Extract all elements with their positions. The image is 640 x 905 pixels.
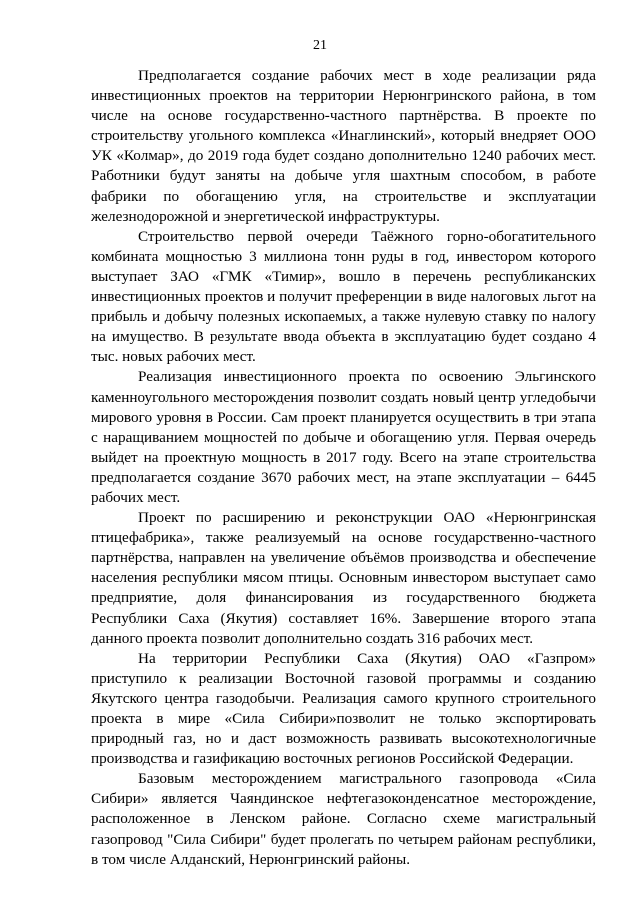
- page-number: 21: [313, 38, 327, 53]
- paragraph-gazprom-program: На территории Республики Саха (Якутия) ОАО «Газпром» приступило к реализации Восточной газовой программы и созданию Якутского центра газодобычи. Реализация самого крупного строительного проекта в мире «Сила Сибири»позволит не только экспортировать природный газ, но и даст возможность развивать высокотехнологичные производства и газификацию восточных регионов Российской Федерации.: [91, 649, 596, 768]
- paragraph-taezhny-gok: Строительство первой очереди Таёжного горно-обогатительного комбината мощностью 3 миллиона тонн руды в год, инвестором которого выступает ЗАО «ГМК «Тимир», вошло в перечень республиканских инвестиционных проектов и получит преференции в виде налоговых льгот на прибыль и добычу полезных ископаемых, а также нулевую ставку по налогу на имущество. В результате ввода объекта в эксплуатацию будет создано 4 тыс. новых рабочих мест.: [91, 227, 596, 366]
- paragraph-power-of-siberia: Базовым месторождением магистрального газопровода «Сила Сибири» является Чаяндинское нефтегазоконденсатное месторождение, расположенное в Ленском районе. Согласно схеме магистральный газопровод "Сила Сибири" будет пролегать по четырем районам республики, в том числе Алданский, Нерюнгринский районы.: [91, 770, 596, 868]
- document-body: [91, 66, 596, 870]
- paragraph-elga-deposit: Реализация инвестиционного проекта по освоению Эльгинского каменноугольного месторождения позволит создать новый центр угледобычи мирового уровня в России. Сам проект планируется осуществить в три этапа с наращиванием мощностей по добыче и обогащению угля. Первая очередь выйдет на проектную мощность в 2017 году. Всего на этапе строительства предполагается создание 3670 рабочих мест, на этапе эксплуатации – 6445 рабочих мест.: [91, 368, 596, 506]
- paragraph-job-creation: Предполагается создание рабочих мест в ходе реализации ряда инвестиционных проектов на территории Нерюнгринского района, в том числе на основе государственно-частного партнёрства. В проекте по строительству угольного комплекса «Инаглинский», который внедряет ООО УК «Колмар», до 2019 года будет создано дополнительно 1240 рабочих мест. Работники будут заняты на добыче угля шахтным способом, в работе фабрики по обогащению угля, на строительстве и эксплуатации железнодорожной и энергетической инфраструктуры.: [91, 67, 596, 225]
- paragraph-poultry-farm: Проект по расширению и реконструкции ОАО «Нерюнгринская птицефабрика», также реализуемый на основе государственно-частного партнёрства, направлен на увеличение объёмов производства и обеспечение населения республики мясом птицы. Основным инвестором выступает само предприятие, доля финансирования из государственного бюджета Республики Саха (Якутия) составляет 16%. Завершение второго этапа данного проекта позволит дополнительно создать 316 рабочих мест.: [91, 509, 596, 647]
